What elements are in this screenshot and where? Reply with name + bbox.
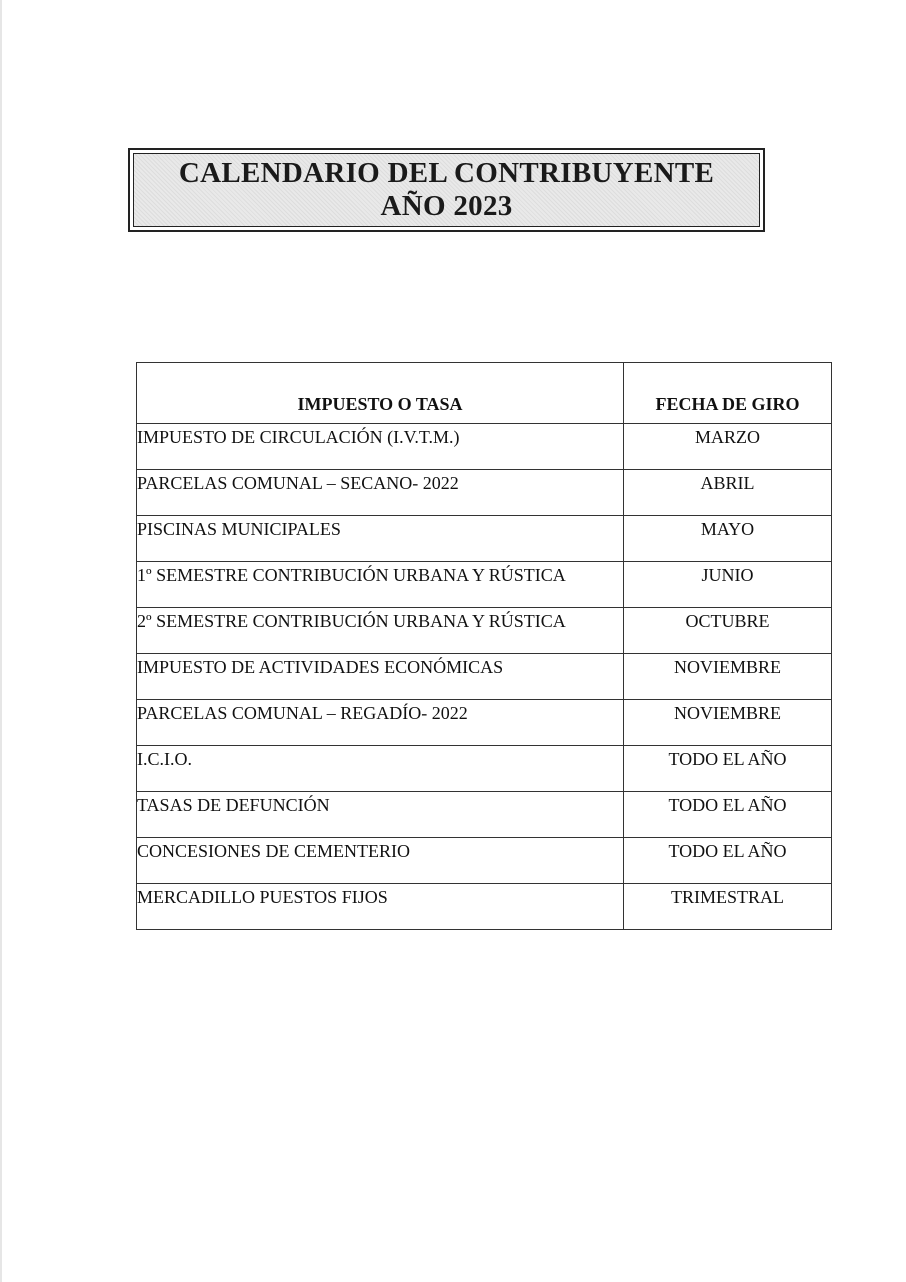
tax-name: PARCELAS COMUNAL – REGADÍO- 2022 <box>137 700 624 746</box>
tax-date: TODO EL AÑO <box>624 838 832 884</box>
tax-date: TRIMESTRAL <box>624 884 832 930</box>
tax-date: JUNIO <box>624 562 832 608</box>
tax-date: MAYO <box>624 516 832 562</box>
tax-date: TODO EL AÑO <box>624 792 832 838</box>
tax-name: CONCESIONES DE CEMENTERIO <box>137 838 624 884</box>
tax-date: TODO EL AÑO <box>624 746 832 792</box>
table-row <box>137 562 832 608</box>
tax-date: OCTUBRE <box>624 608 832 654</box>
tax-name: IMPUESTO DE ACTIVIDADES ECONÓMICAS <box>137 654 624 700</box>
page-edge <box>0 0 2 1282</box>
table-row <box>137 700 832 746</box>
tax-calendar-table <box>136 362 832 930</box>
document-year: AÑO 2023 <box>380 190 513 222</box>
tax-name: 1º SEMESTRE CONTRIBUCIÓN URBANA Y RÚSTICA <box>137 562 624 608</box>
tax-name: PARCELAS COMUNAL – SECANO- 2022 <box>137 470 624 516</box>
table-row <box>137 516 832 562</box>
tax-name: 2º SEMESTRE CONTRIBUCIÓN URBANA Y RÚSTICA <box>137 608 624 654</box>
tax-date: NOVIEMBRE <box>624 700 832 746</box>
title-box <box>128 148 765 232</box>
table-row <box>137 654 832 700</box>
tax-name: TASAS DE DEFUNCIÓN <box>137 792 624 838</box>
table-row <box>137 424 832 470</box>
tax-name: I.C.I.O. <box>137 746 624 792</box>
table-row <box>137 884 832 930</box>
header-tax: IMPUESTO O TASA <box>137 363 624 424</box>
table-header-row <box>137 363 832 424</box>
tax-date: MARZO <box>624 424 832 470</box>
table-row <box>137 838 832 884</box>
title-inner <box>133 153 760 227</box>
table-row <box>137 608 832 654</box>
tax-name: PISCINAS MUNICIPALES <box>137 516 624 562</box>
document-title: CALENDARIO DEL CONTRIBUYENTE <box>178 157 715 189</box>
table-row <box>137 792 832 838</box>
tax-date: NOVIEMBRE <box>624 654 832 700</box>
header-date: FECHA DE GIRO <box>624 363 832 424</box>
tax-date: ABRIL <box>624 470 832 516</box>
tax-name: MERCADILLO PUESTOS FIJOS <box>137 884 624 930</box>
table-row <box>137 470 832 516</box>
table-row <box>137 746 832 792</box>
tax-name: IMPUESTO DE CIRCULACIÓN (I.V.T.M.) <box>137 424 624 470</box>
